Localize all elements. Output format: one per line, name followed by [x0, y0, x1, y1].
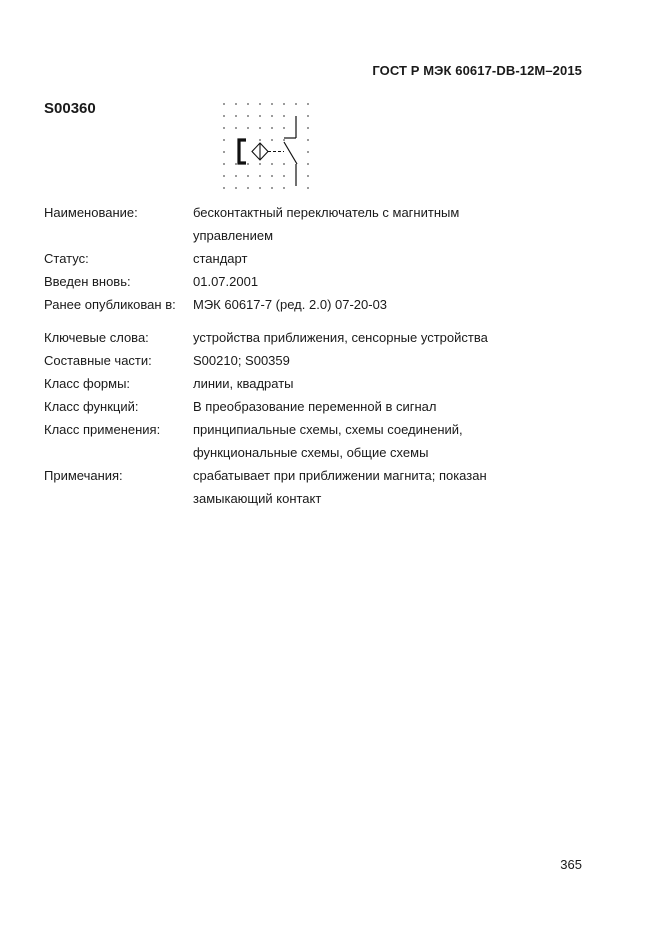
field-value: бесконтактный переключатель с магнитным — [193, 205, 460, 220]
field-label: Составные части: — [44, 353, 152, 368]
field-label: Класс функций: — [44, 399, 139, 414]
field-value: S00210; S00359 — [193, 353, 290, 368]
magnetic-proximity-switch-symbol-icon — [218, 98, 318, 194]
field-value: 01.07.2001 — [193, 274, 259, 289]
field-value: принципиальные схемы, схемы соединений, — [193, 422, 463, 437]
field-label: Статус: — [44, 251, 89, 266]
field-label: Ранее опубликован в: — [44, 297, 176, 312]
field-label: Класс формы: — [44, 376, 131, 391]
field-label: Введен вновь: — [44, 274, 131, 289]
page-number: 365 — [560, 857, 582, 872]
field-value: линии, квадраты — [193, 376, 294, 391]
field-value: В преобразование переменной в сигнал — [193, 399, 437, 414]
field-label: Класс применения: — [44, 422, 161, 437]
field-value: функциональные схемы, общие схемы — [193, 445, 429, 460]
field-value: управлением — [193, 228, 274, 243]
document-header: ГОСТ Р МЭК 60617-DB-12М–2015 — [372, 63, 582, 78]
field-value: замыкающий контакт — [193, 491, 322, 506]
field-label: Наименование: — [44, 205, 138, 220]
field-value: срабатывает при приближении магнита; показан — [193, 468, 487, 483]
field-label: Примечания: — [44, 468, 123, 483]
symbol-code: S00360 — [44, 100, 96, 117]
field-label: Ключевые слова: — [44, 330, 149, 345]
field-value: стандарт — [193, 251, 248, 266]
field-value: МЭК 60617-7 (ред. 2.0) 07-20-03 — [193, 297, 388, 312]
field-value: устройства приближения, сенсорные устройства — [193, 330, 488, 345]
